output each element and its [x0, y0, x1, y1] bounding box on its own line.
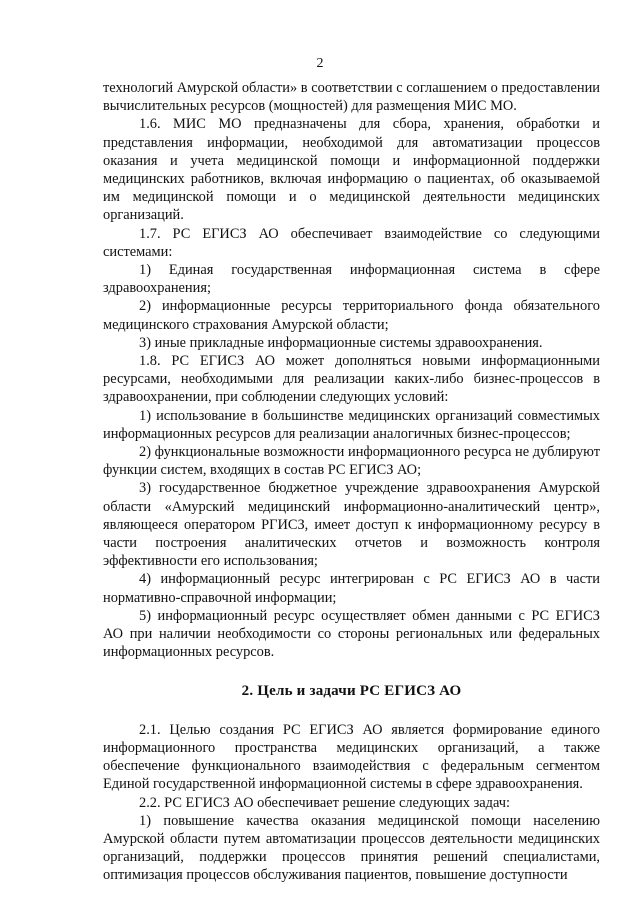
list-item-1-8-2: 2) функциональные возможности информационного ресурса не дублируют функции систем, входящих в состав РС ЕГИСЗ АО;	[103, 444, 600, 479]
list-item-1-7-1: 1) Единая государственная информационная система в сфере здравоохранения;	[103, 262, 600, 297]
list-item-1-8-3: 3) государственное бюджетное учреждение здравоохранения Амурской области «Амурский медицинский информационно-аналитический центр», являющееся оператором РГИСЗ, имеет доступ к информационному ресурсу в части построения аналитических отчетов и возможность контроля эффективности его использования;	[103, 480, 600, 570]
paragraph-1-7: 1.7. РС ЕГИСЗ АО обеспечивает взаимодействие со следующими системами:	[103, 225, 600, 260]
paragraph-2-2: 2.2. РС ЕГИСЗ АО обеспечивает решение следующих задач:	[139, 794, 511, 811]
list-item-1-7-2: 2) информационные ресурсы территориального фонда обязательного медицинского страхования Амурской области;	[103, 298, 600, 333]
section-heading: 2. Цель и задачи РС ЕГИСЗ АО	[241, 682, 462, 699]
list-item-2-2-1: 1) повышение качества оказания медицинской помощи населению Амурской области путем автоматизации процессов деятельности медицинских организаций, поддержки процессов принятия решений специалистами, оптимизация процессов обслуживания пациентов, повышение доступности	[103, 812, 600, 884]
paragraph-1-6: 1.6. МИС МО предназначены для сбора, хранения, обработки и представления информации, необходимой для автоматизации процессов оказания и учета медицинской помощи и информационной поддержки медицинских работников, включая информацию о пациентах, об оказываемой им медицинской помощи и о медицинской деятельности медицинских организаций.	[103, 116, 600, 224]
paragraph-2-1: 2.1. Целью создания РС ЕГИСЗ АО является формирование единого информационного пространства медицинских организаций, а также обеспечение функционального взаимодействия с федеральным сегментом Единой государственной информационной системы в сфере здравоохранения.	[103, 721, 600, 793]
list-item-1-8-4: 4) информационный ресурс интегрирован с РС ЕГИСЗ АО в части нормативно-справочной информации;	[103, 571, 600, 606]
paragraph-1-8: 1.8. РС ЕГИСЗ АО может дополняться новыми информационными ресурсами, необходимыми для реализации каких-либо бизнес-процессов в здравоохранении, при соблюдении следующих условий:	[103, 353, 600, 406]
paragraph-continuation: технологий Амурской области» в соответствии с соглашением о предоставлении вычислительных ресурсов (мощностей) для размещения МИС МО.	[103, 80, 600, 115]
list-item-1-7-3: 3) иные прикладные информационные системы здравоохранения.	[139, 334, 543, 351]
list-item-1-8-1: 1) использование в большинстве медицинских организаций совместимых информационных ресурсов для реализации аналогичных бизнес-процессов;	[103, 407, 600, 442]
page-number: 2	[316, 56, 324, 71]
document-body	[103, 79, 600, 885]
list-item-1-8-5: 5) информационный ресурс осуществляет обмен данными с РС ЕГИСЗ АО при наличии необходимости со стороны региональных или федеральных информационных ресурсов.	[103, 607, 600, 661]
